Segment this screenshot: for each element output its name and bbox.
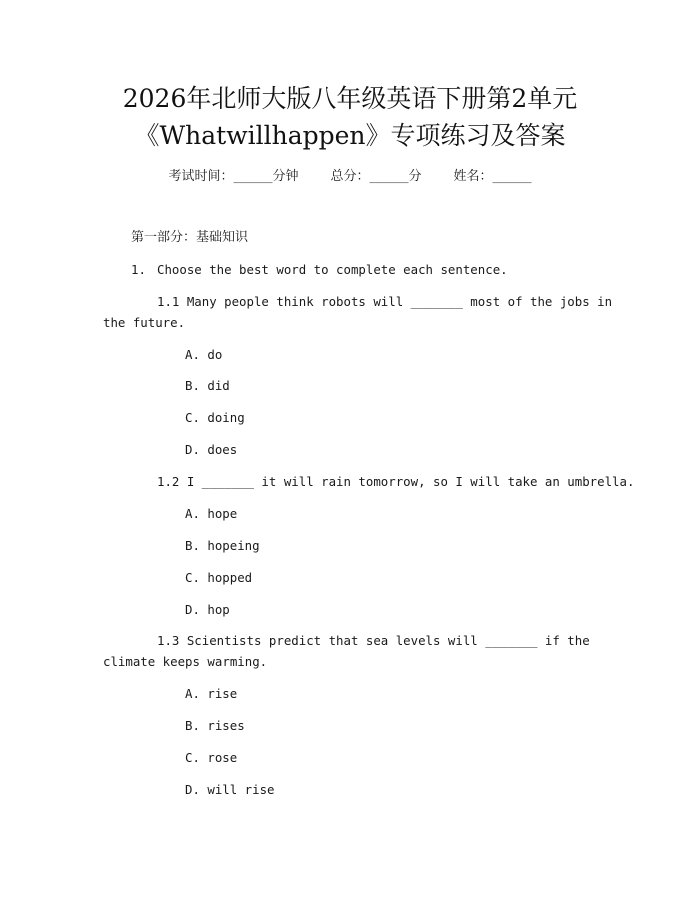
exam-time-field: 考试时间：______分钟: [168, 169, 299, 184]
question-1-3-option-b: B. rises: [185, 718, 245, 733]
question-1-3-stem-line-1: 1.3 Scientists predict that sea levels will _______ if the: [157, 633, 590, 648]
question-1-1-stem-line-2: the future.: [103, 315, 186, 330]
question-1-2-option-c: C. hopped: [185, 570, 253, 585]
question-1-1-option-d: D. does: [185, 442, 238, 457]
question-1-3-option-a: A. rise: [185, 686, 238, 701]
question-instruction: Choose the best word to complete each sentence.: [157, 262, 508, 277]
question-1-1-option-b: B. did: [185, 378, 230, 393]
document-title-line-1: 2026年北师大版八年级英语下册第2单元: [122, 84, 578, 113]
question-1-2-option-d: D. hop: [185, 602, 230, 617]
question-1-3-option-d: D. will rise: [185, 782, 275, 797]
question-number: 1.: [131, 262, 146, 277]
question-1-2-option-a: A. hope: [185, 506, 238, 521]
exam-score-field: 总分：______分: [330, 169, 422, 184]
question-1-3-stem-line-2: climate keeps warming.: [103, 654, 268, 669]
question-1-2-option-b: B. hopeing: [185, 538, 260, 553]
question-1-1-option-a: A. do: [185, 347, 223, 362]
document-title-line-2: 《Whatwillhappen》专项练习及答案: [134, 121, 566, 150]
section-heading: 第一部分：基础知识: [131, 230, 249, 245]
question-1-1-option-c: C. doing: [185, 410, 245, 425]
exam-info-row: [0, 167, 700, 187]
question-1-3-option-c: C. rose: [185, 750, 238, 765]
question-1-1-stem-line-1: 1.1 Many people think robots will _______ most of the jobs in: [157, 294, 613, 309]
question-1-2-stem-line-1: 1.2 I _______ it will rain tomorrow, so I will take an umbrella.: [157, 474, 635, 489]
exam-name-field: 姓名：______: [453, 169, 532, 184]
